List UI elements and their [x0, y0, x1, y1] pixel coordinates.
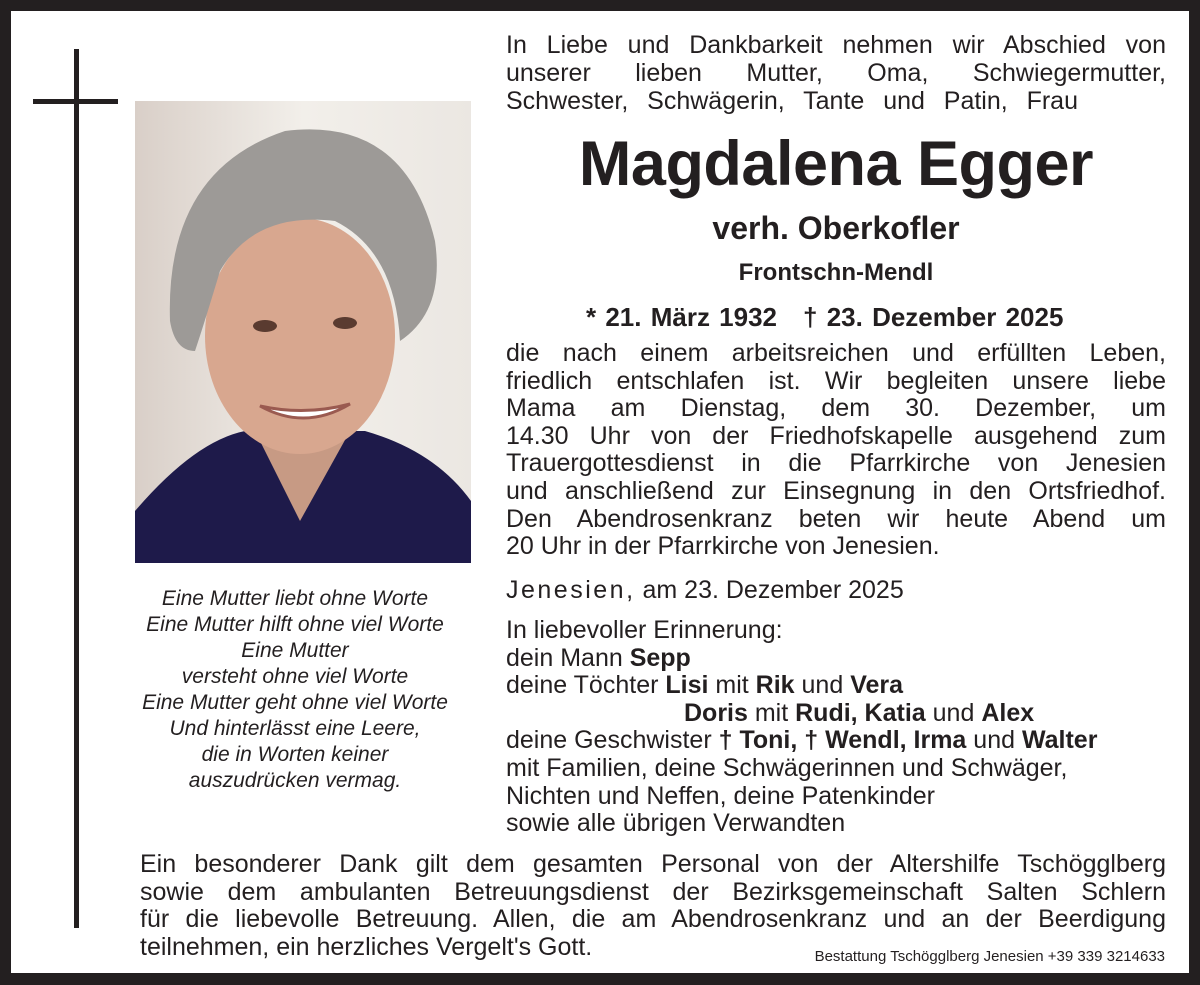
poem-line: Eine Mutter hilft ohne viel Worte [146, 613, 444, 636]
family-husband [506, 645, 1166, 673]
body-line: 14.30 Uhr von der Friedhofskapelle ausgehend zum [506, 421, 1166, 450]
poem-line: auszudrücken vermag. [188, 769, 402, 792]
farm-name: Frontschn-Mendl [738, 259, 934, 286]
poem-line: Eine Mutter liebt ohne Worte [161, 587, 429, 610]
body-line: friedlich entschlafen ist. Wir begleiten unsere liebe [506, 366, 1166, 395]
label: mit [747, 698, 796, 727]
cross-icon-bar [33, 99, 118, 104]
family-line: Nichten und Neffen, deine Patenkinder [506, 781, 936, 810]
family-line: mit Familien, deine Schwägerinnen und Schwäger, [506, 753, 1068, 782]
body-line: Den Abendrosenkranz beten wir heute Abend um [506, 504, 1166, 533]
body-line: Trauergottesdienst in die Pfarrkirche von Jenesien [506, 449, 1166, 478]
label: und [925, 698, 982, 727]
label: und [966, 726, 1022, 755]
name: Walter [1021, 726, 1098, 755]
intro-line: In Liebe und Dankbarkeit nehmen wir Abschied von [506, 31, 1166, 59]
label: mit [708, 671, 756, 700]
body-line: die nach einem arbeitsreichen und erfüllten Leben, [506, 339, 1166, 367]
label: deine Geschwister [506, 726, 719, 755]
funeral-text [506, 340, 1166, 561]
body-line: und anschließend zur Einsegnung in den Ortsfriedhof. [506, 476, 1166, 505]
name: Rudi, Katia [795, 698, 926, 727]
thanks-line: für die liebevolle Betreuung. Allen, die am Abendrosenkranz und an der Beerdigung [140, 905, 1166, 933]
family-list [506, 617, 1166, 838]
name: † Toni, † Wendl, Irma [718, 726, 967, 755]
family-siblings [506, 727, 1166, 755]
married-name: verh. Oberkofler [712, 210, 960, 246]
name: Sepp [629, 643, 691, 672]
label: und [794, 671, 851, 700]
life-dates [586, 300, 1063, 334]
poem-line: Eine Mutter [241, 639, 349, 662]
family-line: sowie alle übrigen Verwandten [506, 809, 846, 838]
label: dein Mann [506, 643, 630, 672]
family-daughters [506, 672, 1166, 700]
name: Vera [850, 671, 904, 700]
poem-line: Eine Mutter geht ohne viel Worte [142, 691, 448, 714]
date: am 23. Dezember 2025 [642, 576, 904, 604]
body-line: 20 Uhr in der Pfarrkirche von Jenesien. [506, 532, 940, 561]
intro-text [506, 31, 1166, 115]
thanks-text [140, 851, 1166, 961]
body-line: Mama am Dienstag, dem 30. Dezember, um [506, 394, 1166, 423]
cross-icon [74, 49, 79, 928]
name: Doris [684, 698, 748, 727]
place-date [506, 575, 1166, 605]
death-date: † 23. Dezember 2025 [803, 302, 1064, 332]
name: Alex [981, 698, 1035, 727]
poem-line: Und hinterlässt eine Leere, [169, 717, 421, 740]
intro-line: unserer lieben Mutter, Oma, Schwiegermutter, [506, 59, 1166, 87]
family-daughter-2 [506, 700, 1166, 728]
deceased-name: Magdalena Egger [578, 129, 1094, 199]
poem-line: versteht ohne viel Worte [181, 665, 409, 688]
poem-line: die in Worten keiner [201, 743, 389, 766]
poem [120, 586, 470, 794]
thanks-line: Ein besonderer Dank gilt dem gesamten Personal von der Altershilfe Tschögglberg [140, 850, 1166, 878]
family-heading: In liebevoller Erinnerung: [506, 616, 783, 644]
name: Rik [755, 671, 795, 700]
funeral-home-credit: Bestattung Tschögglberg Jenesien +39 339 3214633 [814, 948, 1165, 965]
thanks-line: sowie dem ambulanten Betreuungsdienst der Bezirksgemeinschaft Salten Schlern [140, 877, 1166, 906]
birth-date: * 21. März 1932 [586, 302, 778, 332]
portrait-photo [135, 101, 471, 563]
name: Lisi [665, 671, 709, 700]
thanks-line: teilnehmen, ein herzliches Vergelt's Gott. [140, 932, 593, 961]
label: deine Töchter [506, 671, 666, 700]
place: Jenesien, [506, 576, 636, 604]
intro-line: Schwester, Schwägerin, Tante und Patin, Frau [506, 87, 1078, 115]
